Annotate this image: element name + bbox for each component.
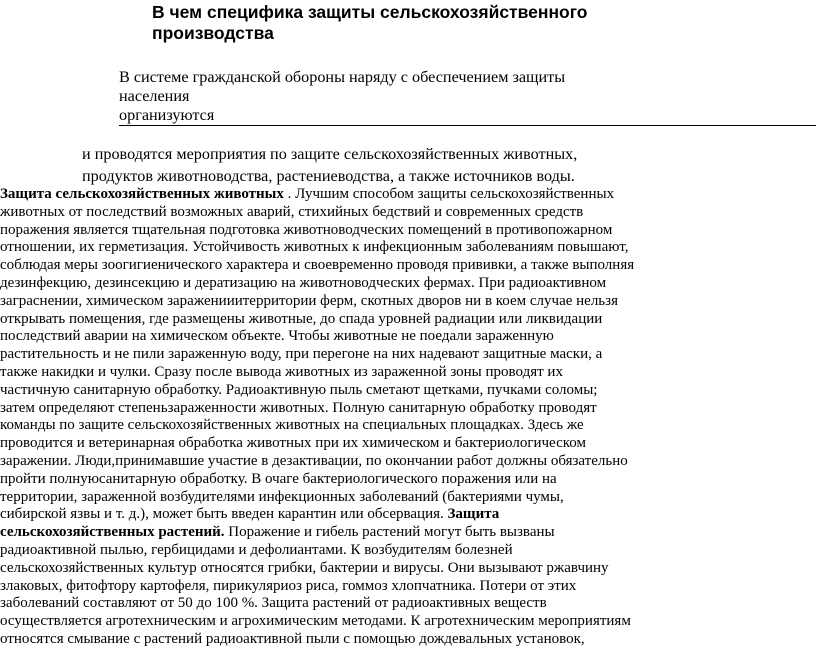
body-line: злаковых, фитофтору картофеля, пирикуляриоз риса, гоммоз хлопчатника. Потери от этих: [0, 577, 577, 594]
body-line: пройти полнуюсанитарную обработку. В очаге бактериологического поражения или на: [0, 470, 557, 487]
body-line: команды по защите сельскохозяйственных животных на специальных площадках. Здесь же: [0, 417, 584, 434]
intro-line: населения: [119, 87, 190, 105]
page-title-line: В чем специфика защиты сельскохозяйственного: [152, 2, 588, 22]
subintro-line: продуктов животноводства, растениеводства, а также источников воды.: [82, 167, 575, 185]
body-line: относятся смывание с растений радиоактивной пыли с помощью дождевальных установок,: [0, 630, 585, 647]
page-title-line: производства: [152, 23, 274, 43]
body-line: соблюдая меры зоогигиенического характера и своевременно проводя прививки, а также выполняя: [0, 257, 635, 274]
body-line: заболеваний составляют от 50 до 100 %. Защита растений от радиоактивных веществ: [0, 595, 547, 612]
divider: [119, 125, 816, 126]
body-text: [0, 186, 814, 649]
body-line: также накидки и чулки. Сразу после вывода животных из зараженной зоны проводят их: [0, 363, 563, 380]
plants-section-heading: сельскохозяйственных растений.: [0, 524, 225, 541]
subintro-line: и проводятся мероприятия по защите сельскохозяйственных животных,: [82, 145, 578, 163]
body-line: открывать помещения, где размещены животные, до спада уровней радиации или ликвидации: [0, 310, 603, 327]
body-line: затем определяют степеньзараженности животных. Полную санитарную обработку проводят: [0, 399, 597, 416]
plants-section-heading: Защита: [447, 506, 500, 523]
body-line: частичную санитарную обработку. Радиоактивную пыль сметают щетками, пучками соломы;: [0, 381, 598, 398]
body-line: отношении, их герметизация. Устойчивость животных к инфекционным заболеваниям повышают,: [0, 239, 629, 256]
animals-section-heading: Защита сельскохозяйственных животных: [0, 186, 284, 202]
body-line: осуществляется агротехническим и агрохимическим методами. К агротехническим мероприятиям: [0, 613, 631, 630]
body-line-text: Поражение и гибель растений могут быть вызваны: [224, 524, 555, 541]
body-line: заражении. Люди,принимавшие участие в дезактивации, по окончании работ должны обязательно: [0, 452, 628, 469]
body-line: радиоактивной пылью, гербицидами и дефолиантами. К возбудителям болезней: [0, 541, 513, 558]
body-line-text: сибирской язвы и т. д.), может быть введен карантин или обсервация.: [0, 506, 448, 523]
intro-line: В системе гражданской обороны наряду с обеспечением защиты: [119, 68, 566, 86]
body-line: [0, 186, 814, 204]
body-line: сельскохозяйственных культур относятся грибки, бактерии и вирусы. Они вызывают ржавчину: [0, 559, 609, 576]
body-line: [0, 524, 814, 542]
body-line: последствий аварии на химическом объекте. Чтобы животные не поедали зараженную: [0, 328, 554, 345]
page-title: [152, 2, 712, 44]
intro-line: организуются: [119, 106, 215, 124]
body-line: дезинфекцию, дезинсекцию и дератизацию на животноводческих фермах. При радиоактивном: [0, 274, 607, 291]
body-line: заграснении, химическом зараженииитерритории ферм, скотных дворов ни в коем случае нельзя: [0, 292, 618, 309]
body-line-text: . Лучшим способом защиты сельскохозяйственных: [283, 186, 615, 202]
body-line: проводится и ветеринарная обработка животных при их химическом и бактериологическом: [0, 435, 586, 452]
intro-text: [119, 68, 639, 125]
subintro-text: [82, 143, 802, 187]
body-line: поражения является тщательная подготовка животноводческих помещений в противопожарном: [0, 221, 613, 238]
body-line: животных от последствий возможных аварий, стихийных бедствий и современных средств: [0, 203, 584, 220]
body-line: [0, 506, 814, 524]
body-line: растительность и не пили зараженную воду, при перегоне на них надевают защитные маски, а: [0, 346, 603, 363]
body-line: территории, зараженной возбудителями инфекционных заболеваний (бактериями чумы,: [0, 488, 564, 505]
